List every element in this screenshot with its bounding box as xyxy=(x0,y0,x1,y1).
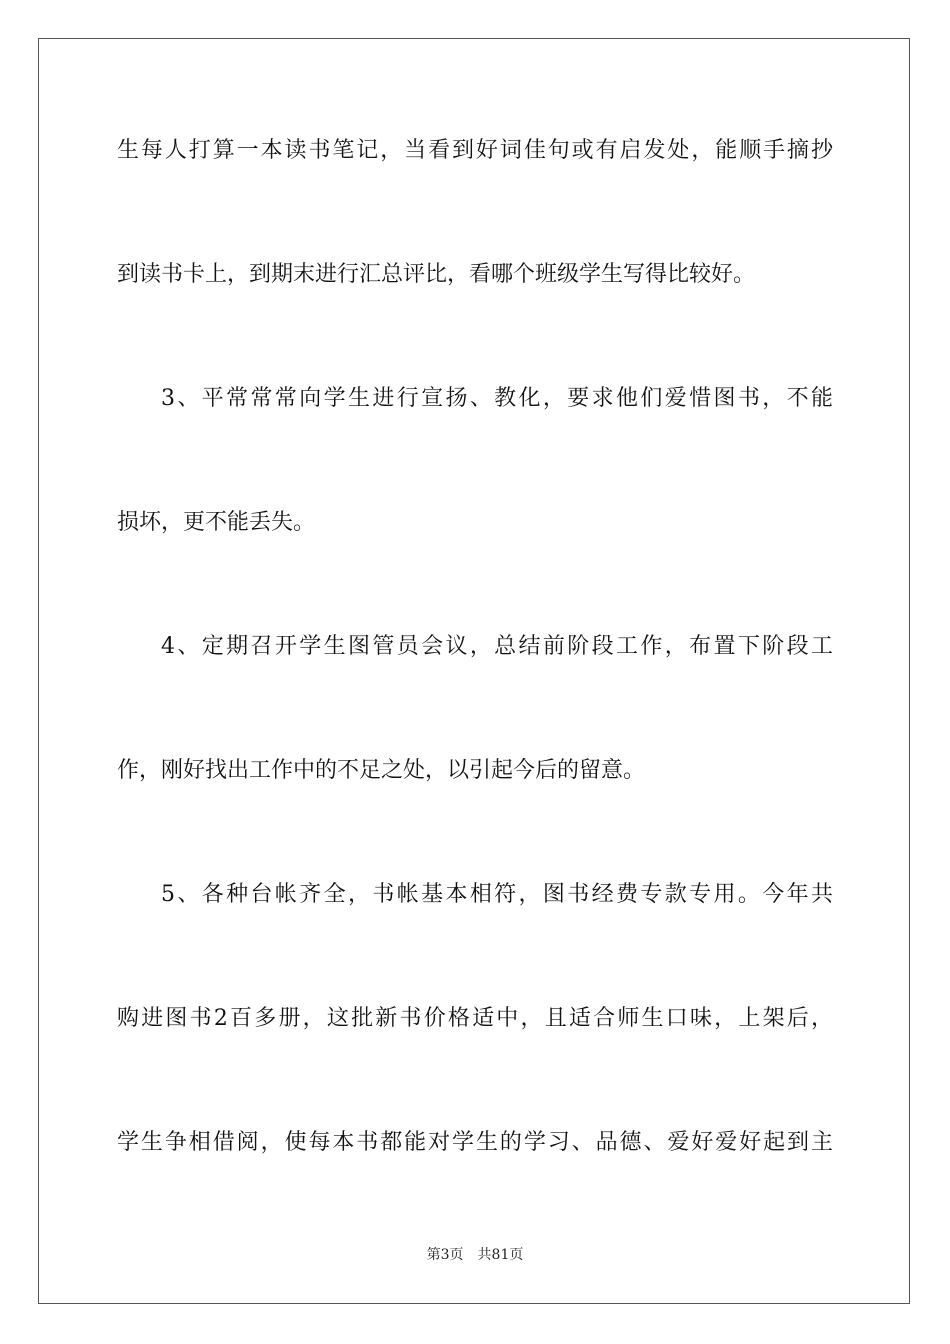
text-line-6: 作，刚好找出工作中的不足之处，以引起今后的留意。 xyxy=(117,758,646,783)
text-line-4: 损坏，更不能丢失。 xyxy=(117,510,316,535)
text-line-2: 到读书卡上，到期末进行汇总评比，看哪个班级学生写得比较好。 xyxy=(117,262,756,287)
page-border xyxy=(38,38,910,1304)
page-footer xyxy=(0,1246,950,1264)
page-total: 共81页 xyxy=(477,1247,524,1263)
text-line-7: 5、各种台帐齐全，书帐基本相符，图书经费专款专用。今年共 xyxy=(161,882,833,907)
page-number: 第3页 xyxy=(426,1247,464,1263)
text-line-8: 购进图书2百多册，这批新书价格适中，且适合师生口味，上架后， xyxy=(117,1006,833,1031)
text-line-9: 学生争相借阅，使每本书都能对学生的学习、品德、爱好爱好起到主 xyxy=(117,1130,833,1155)
text-line-3: 3、平常常常向学生进行宣扬、教化，要求他们爱惜图书，不能 xyxy=(161,386,833,411)
text-line-5: 4、定期召开学生图管员会议，总结前阶段工作，布置下阶段工 xyxy=(161,634,833,659)
text-line-1: 生每人打算一本读书笔记，当看到好词佳句或有启发处，能顺手摘抄 xyxy=(117,138,833,163)
